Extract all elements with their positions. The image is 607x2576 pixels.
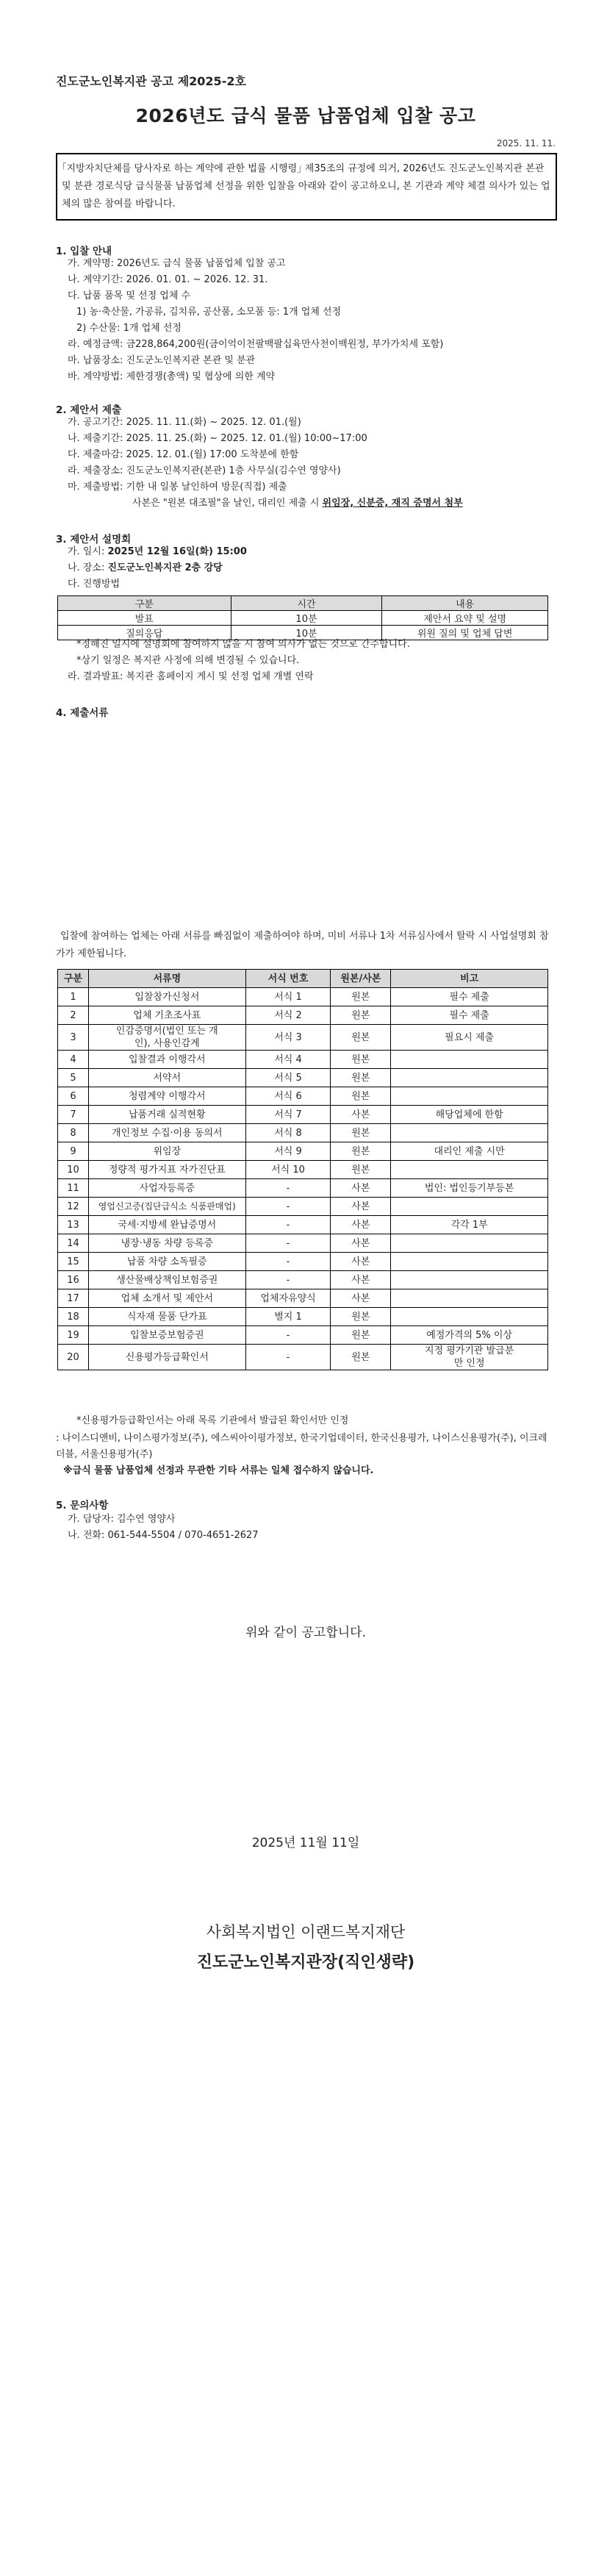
table-cell <box>391 1198 548 1216</box>
table-row <box>58 1216 548 1234</box>
notice-date: 2025. 11. 11. <box>496 138 556 149</box>
sec2-note-emphasis: 위임장, 신분증, 재직 증명서 첨부 <box>322 498 463 509</box>
sec2-line: 가. 공고기간: 2025. 11. 11.(화) ~ 2025. 12. 01.(월) <box>68 417 301 428</box>
table-cell: 필수 제출 <box>391 1006 548 1025</box>
sec3-label: 가. 일시: <box>68 546 108 557</box>
table-cell: 대리인 제출 시만 <box>391 1142 548 1161</box>
meeting-table <box>57 595 548 640</box>
table-cell: 6 <box>58 1087 89 1106</box>
section-4-heading: 4. 제출서류 <box>56 707 109 719</box>
table-cell <box>391 1289 548 1308</box>
table-cell: 서식 5 <box>245 1069 331 1087</box>
table-cell: 10 <box>58 1161 89 1179</box>
section-1-heading: 1. 입찰 안내 <box>56 246 112 257</box>
sec1-line: 가. 계약명: 2026년도 급식 물품 납품업체 입찰 공고 <box>68 258 286 269</box>
table-cell <box>391 1308 548 1326</box>
table-cell: - <box>245 1326 331 1345</box>
table-cell: 10분 <box>231 626 382 640</box>
table-header-row <box>58 596 548 611</box>
table-cell: 신용평가등급확인서 <box>88 1345 245 1370</box>
table-cell: 서식 8 <box>245 1124 331 1142</box>
table-cell: 서식 1 <box>245 988 331 1006</box>
table-cell: 원본 <box>331 1308 391 1326</box>
sec2-line: 다. 제출마감: 2025. 12. 01.(월) 17:00 도착분에 한함 <box>68 449 299 460</box>
table-header-cell: 서류명 <box>88 970 245 988</box>
table-cell: 16 <box>58 1271 89 1289</box>
table-header-cell: 구분 <box>58 596 231 611</box>
table-cell: 업체 소개서 및 제안서 <box>88 1289 245 1308</box>
table-cell: 예정가격의 5% 이상 <box>391 1326 548 1345</box>
closing-statement: 위와 같이 공고합니다. <box>245 1625 366 1640</box>
table-cell <box>391 1234 548 1253</box>
table-cell: 별지 1 <box>245 1308 331 1326</box>
table-cell: 3 <box>58 1025 89 1051</box>
table-cell: 원본 <box>331 1087 391 1106</box>
table-cell: 원본 <box>331 988 391 1006</box>
table-cell: 서식 7 <box>245 1106 331 1124</box>
sec3-note: *정해진 일시에 설명회에 참여하지 않을 시 참여 의사가 없는 것으로 간주합니다. <box>76 639 410 650</box>
table-cell: 입찰참가신청서 <box>88 988 245 1006</box>
table-row <box>58 1142 548 1161</box>
table-cell: 법인: 법인등기부등본 <box>391 1179 548 1198</box>
table-cell: 발표 <box>58 611 231 626</box>
table-cell: 각각 1부 <box>391 1216 548 1234</box>
table-row <box>58 1087 548 1106</box>
table-cell: 업체자유양식 <box>245 1289 331 1308</box>
sec1-line: 마. 납품장소: 진도군노인복지관 본관 및 분관 <box>68 355 256 366</box>
section-5-heading: 5. 문의사항 <box>56 1500 109 1511</box>
table-cell: 필수 제출 <box>391 988 548 1006</box>
sec3-note: *상기 일정은 복지관 사정에 의해 변경될 수 있습니다. <box>76 655 300 666</box>
sec1-line: 2) 수산물: 1개 업체 선정 <box>76 323 182 334</box>
sec2-note-text: 사본은 "원본 대조필"을 날인, 대리인 제출 시 <box>132 498 323 509</box>
sec1-line: 바. 계약방법: 제한경쟁(총액) 및 협상에 의한 계약 <box>68 371 276 382</box>
table-header-cell: 서식 번호 <box>245 970 331 988</box>
table-cell: 서식 9 <box>245 1142 331 1161</box>
table-cell: 서식 6 <box>245 1087 331 1106</box>
table-row <box>58 1161 548 1179</box>
table-header-row <box>58 970 548 988</box>
table-cell: 10분 <box>231 611 382 626</box>
table-cell: 개인정보 수집·이용 동의서 <box>88 1124 245 1142</box>
meeting-datetime: 2025년 12월 16일(화) 15:00 <box>107 546 247 557</box>
table-header-cell: 원본/사본 <box>331 970 391 988</box>
table-cell: 20 <box>58 1345 89 1370</box>
table-cell: 질의응답 <box>58 626 231 640</box>
table-row <box>58 1326 548 1345</box>
table-cell: 냉장·냉동 차량 등록증 <box>88 1234 245 1253</box>
sec4-note: : 나이스디앤비, 나이스평가정보(주), 에스씨아이평가정보, 한국기업데이터, 한국신용평가, 나이스신용평가(주), 이크레더블, 서울신용평가(주) <box>56 1433 547 1460</box>
table-cell: 서식 10 <box>245 1161 331 1179</box>
table-cell: 서약서 <box>88 1069 245 1087</box>
table-cell: 서식 3 <box>245 1025 331 1051</box>
sec1-line: 다. 납품 품목 및 선정 업체 수 <box>68 290 191 301</box>
table-cell: 7 <box>58 1106 89 1124</box>
table-cell: 원본 <box>331 1142 391 1161</box>
table-cell: 8 <box>58 1124 89 1142</box>
sec5-line: 나. 전화: 061-544-5504 / 070-4651-2627 <box>68 1530 259 1541</box>
section-2-heading: 2. 제안서 제출 <box>56 404 122 416</box>
table-row <box>58 1289 548 1308</box>
table-cell: 사본 <box>331 1271 391 1289</box>
table-row <box>58 1308 548 1326</box>
table-cell: 11 <box>58 1179 89 1198</box>
sec3-line: 라. 결과발표: 복지관 홈페이지 게시 및 선정 업체 개별 연락 <box>68 671 314 682</box>
table-cell <box>391 1253 548 1271</box>
table-cell: 필요시 제출 <box>391 1025 548 1051</box>
table-cell: 위원 질의 및 업체 답변 <box>382 626 548 640</box>
table-row <box>58 1271 548 1289</box>
sec5-line: 가. 담당자: 김수연 영양사 <box>68 1514 176 1525</box>
table-cell: 4 <box>58 1051 89 1069</box>
table-cell: 위임장 <box>88 1142 245 1161</box>
table-cell: - <box>245 1216 331 1234</box>
table-row <box>58 1106 548 1124</box>
table-cell: 2 <box>58 1006 89 1025</box>
table-row <box>58 1234 548 1253</box>
table-row <box>58 988 548 1006</box>
table-cell: 식자재 물품 단가표 <box>88 1308 245 1326</box>
table-cell: 원본 <box>331 1006 391 1025</box>
sec2-line: 나. 제출기간: 2025. 11. 25.(화) ~ 2025. 12. 01.(월) 10:00~17:00 <box>68 433 367 444</box>
sec1-line: 라. 예정금액: 금228,864,200원(금이억이천팔백팔십육만사천이백원정, 부가가치세 포함) <box>68 339 444 350</box>
table-cell <box>391 1161 548 1179</box>
meeting-place: 진도군노인복지관 2층 강당 <box>107 562 223 573</box>
issuing-organization: 진도군노인복지관장(직인생략) <box>196 1953 415 1972</box>
sec1-line: 나. 계약기간: 2026. 01. 01. ~ 2026. 12. 31. <box>68 274 268 285</box>
table-cell: 입찰보증보험증권 <box>88 1326 245 1345</box>
documents-table <box>57 969 548 1370</box>
table-cell: 지정 평가기관 발급분만 인정 <box>391 1345 548 1370</box>
table-row <box>58 1069 548 1087</box>
table-cell: 납품 차량 소독필증 <box>88 1253 245 1271</box>
table-cell: 서식 2 <box>245 1006 331 1025</box>
table-cell: 원본 <box>331 1051 391 1069</box>
table-cell: - <box>245 1234 331 1253</box>
table-cell: 원본 <box>331 1345 391 1370</box>
table-row <box>58 1051 548 1069</box>
table-cell: 인감증명서(법인 또는 개인), 사용인감계 <box>88 1025 245 1051</box>
notice-number: 진도군노인복지관 공고 제2025-2호 <box>56 74 246 88</box>
section-3-heading: 3. 제안서 설명회 <box>56 534 132 545</box>
table-cell <box>391 1051 548 1069</box>
sec4-intro: 입찰에 참여하는 업체는 아래 서류를 빠짐없이 제출하여야 하며, 미비 서류나 1차 서류심사에서 탈락 시 사업설명회 참가가 제한됩니다. <box>56 931 549 959</box>
table-header-cell: 비고 <box>391 970 548 988</box>
table-cell: - <box>245 1271 331 1289</box>
table-cell: 13 <box>58 1216 89 1234</box>
sec3-label: 나. 장소: <box>68 562 108 573</box>
table-cell: 정량적 평가지표 자가진단표 <box>88 1161 245 1179</box>
table-cell: 원본 <box>331 1124 391 1142</box>
table-cell: 영업신고증(집단급식소 식품판매업) <box>88 1198 245 1216</box>
sec1-line: 1) 농·축산물, 가공류, 김치류, 공산품, 소모품 등: 1개 업체 선정 <box>76 307 342 318</box>
sec2-line: 라. 제출장소: 진도군노인복지관(본관) 1층 사무실(김수연 영양사) <box>68 465 341 476</box>
table-row <box>58 1179 548 1198</box>
table-cell: - <box>245 1198 331 1216</box>
table-cell <box>391 1069 548 1087</box>
table-row <box>58 1345 548 1370</box>
table-cell: 사본 <box>331 1216 391 1234</box>
sec4-note: *신용평가등급확인서는 아래 목록 기관에서 발급된 확인서만 인정 <box>76 1415 349 1426</box>
table-cell: 사업자등록증 <box>88 1179 245 1198</box>
sec3-line: 다. 진행방법 <box>68 579 121 590</box>
table-row <box>58 1025 548 1051</box>
sec3-line <box>68 545 247 559</box>
table-cell: 제안서 요약 및 설명 <box>382 611 548 626</box>
table-cell: 19 <box>58 1326 89 1345</box>
table-cell: - <box>245 1179 331 1198</box>
table-cell: 납품거래 실적현황 <box>88 1106 245 1124</box>
table-cell: 생산물배상책임보험증권 <box>88 1271 245 1289</box>
table-header-cell: 구분 <box>58 970 89 988</box>
parent-organization: 사회복지법인 이랜드복지재단 <box>206 1923 406 1941</box>
table-row <box>58 1253 548 1271</box>
table-cell <box>391 1087 548 1106</box>
table-cell: 14 <box>58 1234 89 1253</box>
table-cell: 사본 <box>331 1289 391 1308</box>
table-cell: 18 <box>58 1308 89 1326</box>
table-cell: 원본 <box>331 1069 391 1087</box>
table-cell: 사본 <box>331 1253 391 1271</box>
table-cell: 입찰결과 이행각서 <box>88 1051 245 1069</box>
sec3-line <box>68 562 223 575</box>
table-cell: 1 <box>58 988 89 1006</box>
sec4-warning: ※급식 물품 납품업체 선정과 무관한 기타 서류는 일체 접수하지 않습니다. <box>63 1465 374 1476</box>
page-title: 2026년도 급식 물품 납품업체 입찰 공고 <box>135 105 476 126</box>
table-cell: 사본 <box>331 1106 391 1124</box>
table-cell: 국세·지방세 완납증명서 <box>88 1216 245 1234</box>
table-cell: 사본 <box>331 1179 391 1198</box>
table-row <box>58 1006 548 1025</box>
table-cell: 원본 <box>331 1326 391 1345</box>
table-cell: 5 <box>58 1069 89 1087</box>
table-cell: 해당업체에 한함 <box>391 1106 548 1124</box>
table-cell: 서식 4 <box>245 1051 331 1069</box>
table-cell <box>391 1124 548 1142</box>
table-cell: 사본 <box>331 1198 391 1216</box>
table-cell: 사본 <box>331 1234 391 1253</box>
table-cell: 9 <box>58 1142 89 1161</box>
documents-table-body <box>58 988 548 1370</box>
sec2-note <box>132 497 463 510</box>
table-row <box>58 611 548 626</box>
table-header-cell: 시간 <box>231 596 382 611</box>
closing-date: 2025년 11월 11일 <box>251 1836 360 1850</box>
table-cell: 15 <box>58 1253 89 1271</box>
table-cell: 청렴계약 이행각서 <box>88 1087 245 1106</box>
table-header-cell: 내용 <box>382 596 548 611</box>
table-row <box>58 1198 548 1216</box>
intro-box: ｢지방자치단체를 당사자로 하는 계약에 관한 법률 시행령｣ 제35조의 규정에 의거, 2026년도 진도군노인복지관 본관 및 분관 경로식당 급식물품 납품업체 선정을 위한 입찰을 아래와 같이 공고하오니, 본 기관과 계약 체결 의사가 있는 업체의 많은 참여를 바랍니다. <box>56 153 557 221</box>
table-cell <box>391 1271 548 1289</box>
table-cell: 원본 <box>331 1161 391 1179</box>
table-cell: - <box>245 1253 331 1271</box>
table-cell: 17 <box>58 1289 89 1308</box>
sec2-line: 마. 제출방법: 기한 내 일봉 날인하여 방문(직접) 제출 <box>68 482 287 493</box>
table-cell: 업체 기초조사표 <box>88 1006 245 1025</box>
table-cell: 12 <box>58 1198 89 1216</box>
table-row <box>58 1124 548 1142</box>
table-cell: 원본 <box>331 1025 391 1051</box>
table-cell: - <box>245 1345 331 1370</box>
